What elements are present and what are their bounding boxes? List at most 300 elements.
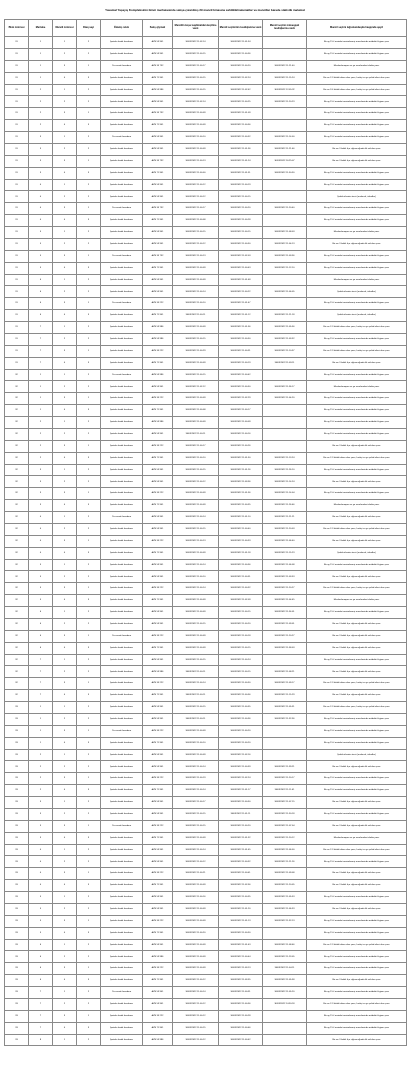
cell-temp-confirmation-time: 30/03/2022 11:26:10 <box>263 464 307 476</box>
cell-payment-type: İpoteka kredit hesabına <box>101 654 143 666</box>
cell-submission-time: 30/03/2022 11:00:09 <box>173 749 219 761</box>
cell-rooms: 2 <box>77 179 101 191</box>
cell-temp-confirmation-time: 30/03/2022 11:21:46 <box>263 143 307 155</box>
cell-confirmation-time: 30/03/2022 11:00:44 <box>219 951 263 963</box>
cell-apartment: 3 <box>53 725 77 737</box>
table-row <box>5 607 407 619</box>
cell-rooms: 2 <box>77 476 101 488</box>
cell-payment-type: İpoteka kredit hesabına <box>101 975 143 987</box>
cell-temp-confirmation-time <box>263 298 307 310</box>
cell-confirmation-time: 30/03/2022 11:00:33 <box>219 535 263 547</box>
cell-rooms: 3 <box>77 785 101 797</box>
cell-block: 33 <box>5 903 29 915</box>
cell-category: Bir azı 3 faktik ilçə sığınacağında ilk aid olan şəxs <box>307 357 407 369</box>
cell-temp-confirmation-time: 30/03/2022 11:03:36 <box>263 250 307 262</box>
cell-category: Bir azı 2-3 faktik təkinə olan şəxs, hərbçi və ya şəhid ailəsi olan şəxs <box>307 345 407 357</box>
cell-price: AZN 53 941 <box>143 713 173 725</box>
cell-category: Bir ay 15 il ərzində tənzimlənmiş məsələsində müddəti ilişiyan şəxs <box>307 417 407 429</box>
cell-apartment: 2 <box>53 713 77 725</box>
cell-apartment: 1 <box>53 559 77 571</box>
cell-apartment: 2 <box>53 808 77 820</box>
table-row <box>5 262 407 274</box>
cell-category: Bir azı 3 faktik ilçə sığınacağında ilk aid olan şəxs <box>307 880 407 892</box>
cell-payment-type: İpoteka kredit hesabına <box>101 963 143 975</box>
cell-block: 32 <box>5 547 29 559</box>
cell-rooms: 2 <box>77 808 101 820</box>
cell-floor: 3 <box>29 500 53 512</box>
cell-price: AZN 53 941 <box>143 512 173 524</box>
cell-block: 31 <box>5 215 29 227</box>
table-row <box>5 595 407 607</box>
cell-apartment: 1 <box>53 227 77 239</box>
cell-submission-time: 30/03/2022 11:00:15 <box>173 333 219 345</box>
cell-temp-confirmation-time <box>263 369 307 381</box>
cell-confirmation-time: 30/03/2022 11:00:36 <box>219 713 263 725</box>
cell-temp-confirmation-time <box>263 654 307 666</box>
document-title: Yasamal Yaşayış Kompleksinin ikinci mərhələsində satışa çıxarılmış 29 mənzil binasına sahiblik/məlumatlar və mənzillər barədə statistik məlumat <box>105 8 305 12</box>
cell-category: Bir azı 3 faktik ilçə sığınacağında ilk aid olan şəxs <box>307 476 407 488</box>
cell-submission-time: 30/03/2022 11:00:15 <box>173 84 219 96</box>
cell-submission-time: 30/03/2022 11:00:09 <box>173 262 219 274</box>
table-row <box>5 120 407 132</box>
cell-submission-time: 30/03/2022 11:00:29 <box>173 345 219 357</box>
cell-confirmation-time: 30/03/2022 11:00:46 <box>219 1022 263 1034</box>
cell-submission-time: 30/03/2022 11:00:12 <box>173 238 219 250</box>
cell-block: 32 <box>5 523 29 535</box>
table-row <box>5 1022 407 1034</box>
cell-rooms: 2 <box>77 797 101 809</box>
table-row <box>5 690 407 702</box>
cell-apartment: 4 <box>53 690 77 702</box>
cell-rooms: 1 <box>77 345 101 357</box>
cell-submission-time: 30/03/2022 11:00:13 <box>173 250 219 262</box>
cell-block: 32 <box>5 464 29 476</box>
cell-floor: 5 <box>29 571 53 583</box>
cell-price: AZN 71 941 <box>143 72 173 84</box>
cell-category: Bir ay 15 il ərzində tənzimlənmiş məsələsində müddəti ilişiyan şəxs <box>307 1022 407 1034</box>
cell-block: 33 <box>5 856 29 868</box>
cell-confirmation-time: 30/03/2022 11:00:32 <box>219 132 263 144</box>
cell-category: Bir azı 2-3 faktik təkinə olan şəxs, hərbçi və ya şəhid ailəsi olan şəxs <box>307 939 407 951</box>
cell-payment-type: İpoteka kredit hesabına <box>101 868 143 880</box>
table-row <box>5 725 407 737</box>
cell-block: 32 <box>5 571 29 583</box>
cell-confirmation-time: 30/03/2022 11:02:24 <box>219 773 263 785</box>
cell-apartment: 3 <box>53 583 77 595</box>
cell-submission-time: 30/03/2022 11:00:09 <box>173 880 219 892</box>
cell-price: AZN 71 941 <box>143 975 173 987</box>
cell-submission-time: 30/03/2022 11:02:12 <box>173 381 219 393</box>
cell-submission-time: 30/03/2022 11:00:10 <box>173 132 219 144</box>
table-row <box>5 369 407 381</box>
cell-block: 33 <box>5 915 29 927</box>
cell-confirmation-time: 30/03/2022 11:00:43 <box>219 262 263 274</box>
cell-rooms: 2 <box>77 571 101 583</box>
cell-floor: 4 <box>29 203 53 215</box>
cell-rooms: 2 <box>77 903 101 915</box>
cell-price: AZN 53 941 <box>143 48 173 60</box>
cell-floor: 7 <box>29 357 53 369</box>
cell-price: AZN 53 941 <box>143 892 173 904</box>
cell-rooms: 2 <box>77 274 101 286</box>
cell-payment-type: İpoteka kredit hesabına <box>101 903 143 915</box>
cell-category: Bir azı 3 faktik ilçə sığınacağında ilk aid olan şəxs <box>307 903 407 915</box>
cell-confirmation-time: 30/03/2022 11:00:30 <box>219 678 263 690</box>
table-row <box>5 84 407 96</box>
table-row <box>5 512 407 524</box>
cell-confirmation-time: 30/03/2022 11:00:50 <box>219 381 263 393</box>
cell-rooms: 2 <box>77 856 101 868</box>
cell-payment-type: İpoteka kredit hesabına <box>101 452 143 464</box>
cell-temp-confirmation-time: 30/03/2022 11:34:01 <box>263 607 307 619</box>
cell-payment-type: İpoteka kredit hesabına <box>101 642 143 654</box>
cell-price: AZN 71 941 <box>143 927 173 939</box>
cell-apartment: 1 <box>53 797 77 809</box>
cell-floor: 3 <box>29 155 53 167</box>
cell-category: Bir azı 3 faktik ilçə sığınacağında ilk aid olan şəxs <box>307 761 407 773</box>
table-row <box>5 500 407 512</box>
cell-confirmation-time: 30/03/2022 11:00:20 <box>219 60 263 72</box>
cell-payment-type: İpoteka kredit hesabına <box>101 571 143 583</box>
cell-price: AZN 53 941 <box>143 523 173 535</box>
cell-category: Bir ay 15 il ərzində tənzimlənmiş məsələsində müddəti ilişiyan şəxs <box>307 785 407 797</box>
cell-category: Mezlum/məqam və ya əvəzləndən tələbin pass <box>307 832 407 844</box>
cell-floor: 4 <box>29 547 53 559</box>
cell-price: AZN 35 222 <box>143 345 173 357</box>
cell-price: AZN 53 941 <box>143 191 173 203</box>
cell-apartment: 3 <box>53 963 77 975</box>
cell-rooms: 1 <box>77 630 101 642</box>
cell-payment-type: İpoteka kredit hesabına <box>101 856 143 868</box>
cell-apartment: 1 <box>53 987 77 999</box>
cell-category: Bir ay 15 il ərzində tənzimlənmiş məsələsində müddəti ilişiyan şəxs <box>307 428 407 440</box>
cell-floor: 2 <box>29 452 53 464</box>
cell-payment-type: İpoteka kredit hesabına <box>101 880 143 892</box>
cell-block: 32 <box>5 512 29 524</box>
cell-temp-confirmation-time: 30/03/2022 11:14:00 <box>263 132 307 144</box>
cell-apartment: 3 <box>53 820 77 832</box>
cell-apartment: 4 <box>53 832 77 844</box>
table-row <box>5 903 407 915</box>
cell-block: 32 <box>5 630 29 642</box>
cell-apartment: 2 <box>53 286 77 298</box>
cell-floor: 1 <box>29 48 53 60</box>
cell-block: 32 <box>5 678 29 690</box>
cell-temp-confirmation-time: 30/03/2022 11:09:01 <box>263 618 307 630</box>
cell-temp-confirmation-time <box>263 927 307 939</box>
table-row <box>5 405 407 417</box>
cell-temp-confirmation-time: 30/03/2022 11:08:03 <box>263 227 307 239</box>
cell-apartment: 1 <box>53 37 77 49</box>
cell-block: 33 <box>5 749 29 761</box>
cell-rooms: 2 <box>77 191 101 203</box>
cell-rooms: 3 <box>77 215 101 227</box>
cell-payment-type: İpoteka kredit hesabına <box>101 381 143 393</box>
cell-rooms: 2 <box>77 512 101 524</box>
cell-submission-time: 30/03/2022 11:00:09 <box>173 951 219 963</box>
cell-submission-time: 30/03/2022 11:00:13 <box>173 535 219 547</box>
cell-floor: 5 <box>29 903 53 915</box>
cell-price: AZN 71 941 <box>143 737 173 749</box>
cell-rooms: 2 <box>77 666 101 678</box>
cell-price: AZN 53 941 <box>143 844 173 856</box>
cell-temp-confirmation-time <box>263 405 307 417</box>
table-row <box>5 203 407 215</box>
cell-confirmation-time: 30/03/2022 11:00:15 <box>219 227 263 239</box>
cell-temp-confirmation-time <box>263 428 307 440</box>
cell-block: 33 <box>5 832 29 844</box>
cell-confirmation-time: 30/03/2022 11:01:09 <box>219 108 263 120</box>
table-row <box>5 96 407 108</box>
cell-temp-confirmation-time: 30/03/2022 11:21:21 <box>263 512 307 524</box>
cell-apartment: 3 <box>53 203 77 215</box>
cell-block: 32 <box>5 666 29 678</box>
cell-submission-time: 30/03/2022 11:00:15 <box>173 820 219 832</box>
cell-block: 31 <box>5 143 29 155</box>
table-row <box>5 238 407 250</box>
table-row <box>5 345 407 357</box>
cell-apartment: 1 <box>53 322 77 334</box>
cell-rooms: 1 <box>77 678 101 690</box>
cell-payment-type: İpoteka kredit hesabına <box>101 618 143 630</box>
cell-floor: 7 <box>29 1010 53 1022</box>
table-row <box>5 48 407 60</box>
cell-submission-time: 30/03/2022 11:00:14 <box>173 785 219 797</box>
cell-category: Bir azı 3 faktik ilçə sığınacağında ilk aid olan şəxs <box>307 868 407 880</box>
cell-temp-confirmation-time <box>263 48 307 60</box>
cell-floor: 7 <box>29 345 53 357</box>
cell-apartment: 4 <box>53 642 77 654</box>
cell-submission-time: 30/03/2022 11:00:09 <box>173 607 219 619</box>
cell-category: Bir azı 2-3 faktik təkinə olan şəxs, hərbçi və ya şəhid ailəsi olan şəxs <box>307 844 407 856</box>
cell-apartment: 1 <box>53 749 77 761</box>
cell-payment-type: İpoteka kredit hesabına <box>101 749 143 761</box>
cell-category: Mezlum/məqam və ya əvəzləndən tələbin pass <box>307 274 407 286</box>
cell-block: 32 <box>5 393 29 405</box>
cell-confirmation-time: 30/03/2022 11:00:35 <box>219 500 263 512</box>
cell-rooms: 3 <box>77 452 101 464</box>
cell-apartment: 2 <box>53 523 77 535</box>
cell-payment-type: İpoteka kredit hesabına <box>101 108 143 120</box>
cell-confirmation-time: 30/03/2022 11:01:13 <box>219 915 263 927</box>
cell-block: 32 <box>5 488 29 500</box>
cell-floor: 4 <box>29 880 53 892</box>
table-row <box>5 618 407 630</box>
cell-rooms: 3 <box>77 642 101 654</box>
table-row <box>5 975 407 987</box>
cell-floor: 7 <box>29 690 53 702</box>
cell-temp-confirmation-time <box>263 215 307 227</box>
cell-floor: 1 <box>29 72 53 84</box>
cell-rooms: 1 <box>77 203 101 215</box>
col-header-payment-type: Ödəniş növü <box>101 20 143 37</box>
cell-submission-time: 30/03/2022 11:00:09 <box>173 903 219 915</box>
table-body <box>5 37 407 1046</box>
cell-category: Bir ay 15 il ərzində tənzimlənmiş məsələsində müddəti ilişiyan şəxs <box>307 298 407 310</box>
cell-category: Şəhid ailəsinin üzvü (arvlarsal, övladlar) <box>307 286 407 298</box>
cell-rooms: 2 <box>77 333 101 345</box>
cell-category: Bir azı 3 faktik ilçə sığınacağında ilk aid olan şəxs <box>307 155 407 167</box>
cell-block: 32 <box>5 690 29 702</box>
cell-payment-type: İpoteka kredit hesabına <box>101 96 143 108</box>
cell-payment-type: İpoteka kredit hesabına <box>101 405 143 417</box>
cell-block: 33 <box>5 785 29 797</box>
cell-category: Bir azı 3 faktik ilçə sığınacağında ilk aid olan şəxs <box>307 535 407 547</box>
cell-submission-time: 30/03/2022 11:00:00 <box>173 167 219 179</box>
cell-submission-time: 30/03/2022 11:00:12 <box>173 856 219 868</box>
cell-confirmation-time: 30/03/2022 11:01:11 <box>219 808 263 820</box>
cell-price: AZN 71 941 <box>143 167 173 179</box>
table-row <box>5 310 407 322</box>
cell-submission-time: 30/03/2022 11:00:15 <box>173 72 219 84</box>
cell-rooms: 1 <box>77 250 101 262</box>
cell-apartment: 4 <box>53 357 77 369</box>
cell-apartment: 1 <box>53 1034 77 1046</box>
cell-temp-confirmation-time: 30/03/2022 14:30:18 <box>263 998 307 1010</box>
cell-rooms: 1 <box>77 868 101 880</box>
col-header-temp-confirmation-time: Mənzil seçimi müvəqqəti təsdiqlənmə vaxtı <box>263 20 307 37</box>
table-row <box>5 60 407 72</box>
cell-category: Bir ay 15 il ərzində tənzimlənmiş məsələsində müddəti ilişiyan şəxs <box>307 559 407 571</box>
cell-rooms: 1 <box>77 725 101 737</box>
cell-temp-confirmation-time <box>263 179 307 191</box>
cell-floor: 6 <box>29 951 53 963</box>
cell-temp-confirmation-time: 30/03/2022 11:05:53 <box>263 892 307 904</box>
table-row <box>5 440 407 452</box>
cell-rooms: 1 <box>77 583 101 595</box>
cell-confirmation-time: 30/03/2022 11:00:28 <box>219 1010 263 1022</box>
cell-category: Bir ay 15 il ərzində tənzimlənmiş məsələsində müddəti ilişiyan şəxs <box>307 108 407 120</box>
cell-rooms: 2 <box>77 892 101 904</box>
cell-confirmation-time: 30/03/2022 11:00:19 <box>219 357 263 369</box>
cell-payment-type: İpoteka kredit hesabına <box>101 713 143 725</box>
cell-block: 32 <box>5 559 29 571</box>
cell-rooms: 2 <box>77 654 101 666</box>
cell-submission-time: 30/03/2022 11:00:15 <box>173 48 219 60</box>
table-row <box>5 868 407 880</box>
cell-category: Bir azı 3 faktik ilçə sığınacağında ilk aid olan şəxs <box>307 571 407 583</box>
cell-temp-confirmation-time: 30/03/2022 11:13:24 <box>263 452 307 464</box>
cell-category: Bir azı 2-3 faktik təkinə olan şəxs, hərbçi və ya şəhid ailəsi olan şəxs <box>307 678 407 690</box>
cell-block: 31 <box>5 333 29 345</box>
cell-payment-type: İpoteka kredit hesabına <box>101 84 143 96</box>
cell-block: 33 <box>5 880 29 892</box>
cell-temp-confirmation-time: 30/03/2022 11:09:11 <box>263 357 307 369</box>
table-row <box>5 428 407 440</box>
cell-submission-time: 30/03/2022 11:00:14 <box>173 286 219 298</box>
cell-price: AZN 35 222 <box>143 393 173 405</box>
cell-payment-type: İpoteka kredit hesabına <box>101 440 143 452</box>
cell-category: Bir azı 2-3 faktik təkinə olan şəxs, hərbçi və ya şəhid ailəsi olan şəxs <box>307 322 407 334</box>
cell-confirmation-time: 30/03/2022 11:00:20 <box>219 725 263 737</box>
cell-payment-type: Öz vəsaiti hesabına <box>101 820 143 832</box>
cell-temp-confirmation-time: 30/03/2022 11:20:03 <box>263 523 307 535</box>
cell-payment-type: Öz vəsaiti hesabına <box>101 250 143 262</box>
cell-price: AZN 35 222 <box>143 678 173 690</box>
cell-category: Bir ay 15 il ərzində tənzimlənmiş məsələsində müddəti ilişiyan şəxs <box>307 654 407 666</box>
cell-apartment: 4 <box>53 310 77 322</box>
cell-floor: 5 <box>29 892 53 904</box>
cell-block: 31 <box>5 84 29 96</box>
cell-price: AZN 71 941 <box>143 1022 173 1034</box>
cell-price: AZN 71 941 <box>143 595 173 607</box>
cell-temp-confirmation-time: 30/03/2022 11:20:05 <box>263 880 307 892</box>
cell-block: 32 <box>5 476 29 488</box>
cell-price: AZN 71 941 <box>143 120 173 132</box>
cell-apartment: 4 <box>53 215 77 227</box>
cell-confirmation-time: 30/03/2022 11:01:10 <box>219 512 263 524</box>
cell-payment-type: Öz vəsaiti hesabına <box>101 60 143 72</box>
cell-floor: 5 <box>29 238 53 250</box>
cell-rooms: 1 <box>77 488 101 500</box>
cell-floor: 5 <box>29 250 53 262</box>
cell-submission-time: 30/03/2022 11:00:11 <box>173 428 219 440</box>
cell-rooms: 2 <box>77 523 101 535</box>
cell-category: Bir ay 15 il ərzində tənzimlənmiş məsələsində müddəti ilişiyan şəxs <box>307 37 407 49</box>
cell-confirmation-time: 30/03/2022 11:02:03 <box>219 250 263 262</box>
cell-floor: 7 <box>29 654 53 666</box>
cell-category: Bir azı 3 faktik ilçə sığınacağında ilk aid olan şəxs <box>307 512 407 524</box>
cell-block: 31 <box>5 132 29 144</box>
cell-category: Bir ay 15 il ərzində tənzimlənmiş məsələsində müddəti ilişiyan şəxs <box>307 250 407 262</box>
cell-category: Bir azı 3 faktik ilçə sığınacağında ilk aid olan şəxs <box>307 797 407 809</box>
cell-temp-confirmation-time <box>263 1022 307 1034</box>
cell-price: AZN 35 222 <box>143 583 173 595</box>
cell-category: Bir ay 15 il ərzində tənzimlənmiş məsələsində müddəti ilişiyan şəxs <box>307 951 407 963</box>
cell-payment-type: İpoteka kredit hesabına <box>101 1034 143 1046</box>
cell-confirmation-time: 30/03/2022 11:01:47 <box>219 298 263 310</box>
cell-payment-type: İpoteka kredit hesabına <box>101 167 143 179</box>
cell-block: 31 <box>5 96 29 108</box>
cell-confirmation-time: 30/03/2022 11:00:31 <box>219 987 263 999</box>
cell-submission-time: 30/03/2022 11:00:12 <box>173 191 219 203</box>
cell-confirmation-time: 30/03/2022 11:00:50 <box>219 238 263 250</box>
cell-floor: 2 <box>29 84 53 96</box>
table-row <box>5 1010 407 1022</box>
cell-payment-type: İpoteka kredit hesabına <box>101 737 143 749</box>
cell-floor: 2 <box>29 120 53 132</box>
cell-block: 33 <box>5 797 29 809</box>
cell-payment-type: İpoteka kredit hesabına <box>101 939 143 951</box>
cell-submission-time: 30/03/2022 11:00:20 <box>173 927 219 939</box>
table-row <box>5 274 407 286</box>
table-row <box>5 143 407 155</box>
cell-floor: 5 <box>29 559 53 571</box>
table-row <box>5 250 407 262</box>
cell-apartment: 4 <box>53 405 77 417</box>
table-row <box>5 583 407 595</box>
table-row <box>5 666 407 678</box>
cell-block: 33 <box>5 868 29 880</box>
cell-payment-type: İpoteka kredit hesabına <box>101 48 143 60</box>
cell-submission-time: 30/03/2022 11:00:09 <box>173 939 219 951</box>
cell-temp-confirmation-time <box>263 725 307 737</box>
cell-price: AZN 35 222 <box>143 440 173 452</box>
cell-category: Şəhid ailəsinin üzvü (arvlarsal, övladlar) <box>307 191 407 203</box>
cell-temp-confirmation-time: 30/03/2022 11:30:18 <box>263 808 307 820</box>
cell-floor: 2 <box>29 417 53 429</box>
cell-temp-confirmation-time: 30/03/2022 11:05:56 <box>263 322 307 334</box>
cell-temp-confirmation-time: 30/03/2022 11:06:40 <box>263 535 307 547</box>
cell-category: Bir azı 3-4 faktik təkinə olan şəxs, hərbçi və ya şəhid ailəsi olan şəxs <box>307 84 407 96</box>
cell-block: 32 <box>5 642 29 654</box>
cell-category: Bir azı 3 faktik ilçə sığınacağında ilk aid olan şəxs <box>307 630 407 642</box>
cell-floor: 2 <box>29 428 53 440</box>
cell-temp-confirmation-time: 30/03/2022 11:23:05 <box>263 951 307 963</box>
cell-category: Bir ay 15 il ərzində tənzimlənmiş məsələsində müddəti ilişiyan şəxs <box>307 808 407 820</box>
cell-temp-confirmation-time: 30/03/2022 11:03:53 <box>263 571 307 583</box>
cell-apartment: 3 <box>53 155 77 167</box>
